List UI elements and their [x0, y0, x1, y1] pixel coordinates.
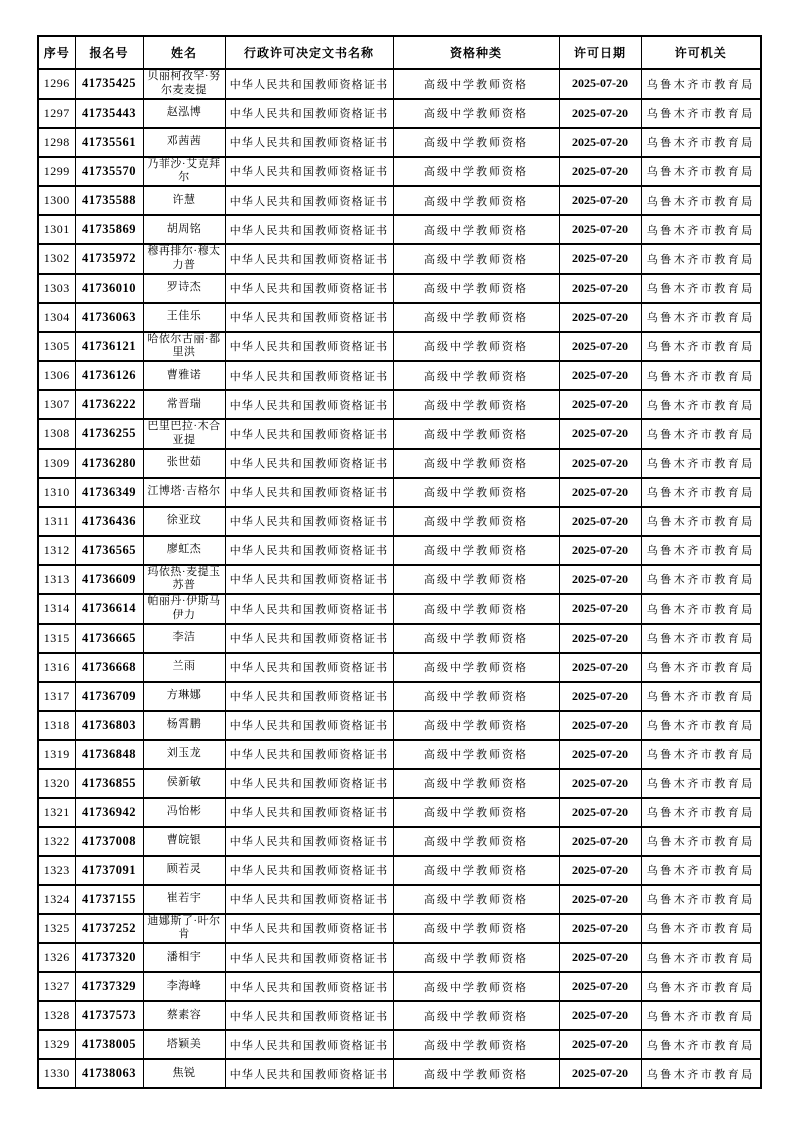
table-row: [38, 1059, 761, 1088]
cell-name: 焦锐: [143, 1059, 225, 1088]
cell-type: 高级中学教师资格: [393, 1030, 559, 1059]
cell-date: 2025-07-20: [559, 274, 641, 303]
cell-reg: 41738005: [75, 1030, 143, 1059]
cell-name: 廖虹杰: [143, 536, 225, 565]
cell-type: 高级中学教师资格: [393, 128, 559, 157]
cell-date: 2025-07-20: [559, 769, 641, 798]
cell-reg: 41736855: [75, 769, 143, 798]
cell-no: 1328: [38, 1001, 75, 1030]
cell-reg: 41736803: [75, 711, 143, 740]
header-cell-reg: 报名号: [75, 36, 143, 69]
cell-no: 1319: [38, 740, 75, 769]
cell-no: 1321: [38, 798, 75, 827]
cell-doc: 中华人民共和国教师资格证书: [225, 69, 393, 99]
cell-doc: 中华人民共和国教师资格证书: [225, 244, 393, 274]
header-cell-no: 序号: [38, 36, 75, 69]
cell-doc: 中华人民共和国教师资格证书: [225, 361, 393, 390]
cell-type: 高级中学教师资格: [393, 1001, 559, 1030]
cell-type: 高级中学教师资格: [393, 449, 559, 478]
cell-reg: 41735869: [75, 215, 143, 244]
table-row: [38, 914, 761, 944]
cell-no: 1305: [38, 332, 75, 362]
cell-name: 许慧: [143, 186, 225, 215]
cell-date: 2025-07-20: [559, 186, 641, 215]
cell-type: 高级中学教师资格: [393, 536, 559, 565]
cell-org: 乌鲁木齐市教育局: [641, 99, 761, 128]
cell-type: 高级中学教师资格: [393, 478, 559, 507]
table-row: [38, 390, 761, 419]
cell-name: 胡周铭: [143, 215, 225, 244]
cell-no: 1302: [38, 244, 75, 274]
cell-reg: 41737008: [75, 827, 143, 856]
cell-type: 高级中学教师资格: [393, 943, 559, 972]
table-row: [38, 361, 761, 390]
cell-no: 1301: [38, 215, 75, 244]
cell-org: 乌鲁木齐市教育局: [641, 624, 761, 653]
table-row: [38, 449, 761, 478]
cell-doc: 中华人民共和国教师资格证书: [225, 390, 393, 419]
table-row: [38, 215, 761, 244]
cell-doc: 中华人民共和国教师资格证书: [225, 798, 393, 827]
table-row: [38, 827, 761, 856]
cell-type: 高级中学教师资格: [393, 624, 559, 653]
cell-type: 高级中学教师资格: [393, 856, 559, 885]
header-row: [38, 36, 761, 69]
cell-type: 高级中学教师资格: [393, 769, 559, 798]
cell-no: 1324: [38, 885, 75, 914]
cell-reg: 41737252: [75, 914, 143, 944]
cell-name: 巴里巴拉·木合亚提: [143, 419, 225, 449]
cell-no: 1304: [38, 303, 75, 332]
cell-org: 乌鲁木齐市教育局: [641, 419, 761, 449]
cell-date: 2025-07-20: [559, 943, 641, 972]
cell-org: 乌鲁木齐市教育局: [641, 565, 761, 595]
cell-doc: 中华人民共和国教师资格证书: [225, 682, 393, 711]
cell-doc: 中华人民共和国教师资格证书: [225, 449, 393, 478]
cell-no: 1315: [38, 624, 75, 653]
cell-org: 乌鲁木齐市教育局: [641, 914, 761, 944]
cell-reg: 41735443: [75, 99, 143, 128]
cell-no: 1303: [38, 274, 75, 303]
cell-org: 乌鲁木齐市教育局: [641, 769, 761, 798]
table-row: [38, 856, 761, 885]
cell-date: 2025-07-20: [559, 624, 641, 653]
cell-name: 崔若宇: [143, 885, 225, 914]
cell-type: 高级中学教师资格: [393, 972, 559, 1001]
cell-date: 2025-07-20: [559, 856, 641, 885]
cell-date: 2025-07-20: [559, 244, 641, 274]
cell-reg: 41738063: [75, 1059, 143, 1088]
cell-date: 2025-07-20: [559, 653, 641, 682]
cell-org: 乌鲁木齐市教育局: [641, 943, 761, 972]
table-row: [38, 99, 761, 128]
cell-type: 高级中学教师资格: [393, 1059, 559, 1088]
cell-no: 1330: [38, 1059, 75, 1088]
cell-reg: 41735972: [75, 244, 143, 274]
cell-type: 高级中学教师资格: [393, 798, 559, 827]
cell-doc: 中华人民共和国教师资格证书: [225, 1030, 393, 1059]
cell-org: 乌鲁木齐市教育局: [641, 186, 761, 215]
cell-name: 蔡素容: [143, 1001, 225, 1030]
cell-date: 2025-07-20: [559, 565, 641, 595]
cell-reg: 41736126: [75, 361, 143, 390]
cell-doc: 中华人民共和国教师资格证书: [225, 943, 393, 972]
cell-reg: 41737155: [75, 885, 143, 914]
table-row: [38, 798, 761, 827]
table-row: [38, 565, 761, 595]
cell-org: 乌鲁木齐市教育局: [641, 1030, 761, 1059]
cell-org: 乌鲁木齐市教育局: [641, 215, 761, 244]
cell-name: 李海峰: [143, 972, 225, 1001]
cell-doc: 中华人民共和国教师资格证书: [225, 303, 393, 332]
table-row: [38, 507, 761, 536]
cell-date: 2025-07-20: [559, 449, 641, 478]
table-row: [38, 711, 761, 740]
cell-org: 乌鲁木齐市教育局: [641, 972, 761, 1001]
cell-date: 2025-07-20: [559, 594, 641, 624]
cell-date: 2025-07-20: [559, 157, 641, 187]
table-row: [38, 682, 761, 711]
cell-no: 1298: [38, 128, 75, 157]
cell-no: 1296: [38, 69, 75, 99]
cell-reg: 41736609: [75, 565, 143, 595]
cell-reg: 41737091: [75, 856, 143, 885]
table-row: [38, 740, 761, 769]
cell-reg: 41736848: [75, 740, 143, 769]
cell-name: 迪娜斯了·叶尔肯: [143, 914, 225, 944]
cell-reg: 41735561: [75, 128, 143, 157]
cell-no: 1309: [38, 449, 75, 478]
cell-name: 冯怡彬: [143, 798, 225, 827]
cell-no: 1329: [38, 1030, 75, 1059]
cell-date: 2025-07-20: [559, 798, 641, 827]
cell-org: 乌鲁木齐市教育局: [641, 157, 761, 187]
cell-doc: 中华人民共和国教师资格证书: [225, 1059, 393, 1088]
cell-no: 1317: [38, 682, 75, 711]
cell-name: 穆再排尔·穆太力普: [143, 244, 225, 274]
table-header: [38, 36, 761, 69]
cell-org: 乌鲁木齐市教育局: [641, 711, 761, 740]
cell-name: 赵泓博: [143, 99, 225, 128]
table-row: [38, 1001, 761, 1030]
cell-type: 高级中学教师资格: [393, 827, 559, 856]
cell-type: 高级中学教师资格: [393, 215, 559, 244]
cell-org: 乌鲁木齐市教育局: [641, 244, 761, 274]
cell-type: 高级中学教师资格: [393, 682, 559, 711]
cell-doc: 中华人民共和国教师资格证书: [225, 827, 393, 856]
cell-no: 1314: [38, 594, 75, 624]
license-table: [37, 35, 762, 1089]
cell-type: 高级中学教师资格: [393, 332, 559, 362]
cell-name: 邓茜茜: [143, 128, 225, 157]
cell-doc: 中华人民共和国教师资格证书: [225, 565, 393, 595]
cell-name: 刘玉龙: [143, 740, 225, 769]
table-row: [38, 478, 761, 507]
cell-no: 1316: [38, 653, 75, 682]
cell-date: 2025-07-20: [559, 827, 641, 856]
cell-doc: 中华人民共和国教师资格证书: [225, 186, 393, 215]
table-row: [38, 943, 761, 972]
table-row: [38, 274, 761, 303]
cell-doc: 中华人民共和国教师资格证书: [225, 99, 393, 128]
cell-date: 2025-07-20: [559, 303, 641, 332]
cell-doc: 中华人民共和国教师资格证书: [225, 769, 393, 798]
header-cell-name: 姓名: [143, 36, 225, 69]
cell-name: 常晋瑞: [143, 390, 225, 419]
cell-reg: 41736349: [75, 478, 143, 507]
cell-type: 高级中学教师资格: [393, 740, 559, 769]
cell-reg: 41735588: [75, 186, 143, 215]
cell-name: 侯新敏: [143, 769, 225, 798]
table-row: [38, 128, 761, 157]
cell-no: 1310: [38, 478, 75, 507]
cell-date: 2025-07-20: [559, 478, 641, 507]
cell-doc: 中华人民共和国教师资格证书: [225, 594, 393, 624]
table-row: [38, 244, 761, 274]
cell-reg: 41737573: [75, 1001, 143, 1030]
cell-name: 徐亚玟: [143, 507, 225, 536]
cell-date: 2025-07-20: [559, 215, 641, 244]
cell-type: 高级中学教师资格: [393, 274, 559, 303]
cell-doc: 中华人民共和国教师资格证书: [225, 972, 393, 1001]
cell-date: 2025-07-20: [559, 332, 641, 362]
cell-org: 乌鲁木齐市教育局: [641, 885, 761, 914]
cell-type: 高级中学教师资格: [393, 565, 559, 595]
table-row: [38, 157, 761, 187]
cell-type: 高级中学教师资格: [393, 885, 559, 914]
cell-doc: 中华人民共和国教师资格证书: [225, 478, 393, 507]
cell-name: 哈依尔古丽·都里洪: [143, 332, 225, 362]
cell-org: 乌鲁木齐市教育局: [641, 1059, 761, 1088]
cell-org: 乌鲁木齐市教育局: [641, 798, 761, 827]
cell-doc: 中华人民共和国教师资格证书: [225, 507, 393, 536]
cell-org: 乌鲁木齐市教育局: [641, 478, 761, 507]
cell-date: 2025-07-20: [559, 99, 641, 128]
cell-date: 2025-07-20: [559, 682, 641, 711]
cell-name: 曹雅诺: [143, 361, 225, 390]
cell-date: 2025-07-20: [559, 361, 641, 390]
cell-name: 玛依热·麦提玉苏普: [143, 565, 225, 595]
cell-type: 高级中学教师资格: [393, 361, 559, 390]
cell-no: 1320: [38, 769, 75, 798]
cell-org: 乌鲁木齐市教育局: [641, 390, 761, 419]
cell-org: 乌鲁木齐市教育局: [641, 827, 761, 856]
cell-reg: 41736436: [75, 507, 143, 536]
cell-doc: 中华人民共和国教师资格证书: [225, 711, 393, 740]
cell-reg: 41736614: [75, 594, 143, 624]
cell-type: 高级中学教师资格: [393, 303, 559, 332]
cell-reg: 41735570: [75, 157, 143, 187]
cell-org: 乌鲁木齐市教育局: [641, 594, 761, 624]
cell-name: 塔颖美: [143, 1030, 225, 1059]
cell-doc: 中华人民共和国教师资格证书: [225, 274, 393, 303]
cell-name: 方琳娜: [143, 682, 225, 711]
cell-no: 1300: [38, 186, 75, 215]
cell-reg: 41736063: [75, 303, 143, 332]
cell-org: 乌鲁木齐市教育局: [641, 653, 761, 682]
cell-no: 1312: [38, 536, 75, 565]
cell-reg: 41736942: [75, 798, 143, 827]
cell-date: 2025-07-20: [559, 711, 641, 740]
header-cell-date: 许可日期: [559, 36, 641, 69]
cell-doc: 中华人民共和国教师资格证书: [225, 128, 393, 157]
table-row: [38, 419, 761, 449]
cell-date: 2025-07-20: [559, 1059, 641, 1088]
cell-reg: 41736280: [75, 449, 143, 478]
cell-no: 1313: [38, 565, 75, 595]
cell-reg: 41736010: [75, 274, 143, 303]
cell-name: 李洁: [143, 624, 225, 653]
cell-type: 高级中学教师资格: [393, 594, 559, 624]
table-row: [38, 653, 761, 682]
cell-date: 2025-07-20: [559, 972, 641, 1001]
cell-type: 高级中学教师资格: [393, 419, 559, 449]
cell-reg: 41735425: [75, 69, 143, 99]
cell-doc: 中华人民共和国教师资格证书: [225, 885, 393, 914]
cell-doc: 中华人民共和国教师资格证书: [225, 536, 393, 565]
cell-org: 乌鲁木齐市教育局: [641, 332, 761, 362]
cell-reg: 41736222: [75, 390, 143, 419]
table-row: [38, 303, 761, 332]
table-row: [38, 594, 761, 624]
cell-org: 乌鲁木齐市教育局: [641, 69, 761, 99]
table-row: [38, 1030, 761, 1059]
cell-org: 乌鲁木齐市教育局: [641, 1001, 761, 1030]
table-row: [38, 332, 761, 362]
header-cell-org: 许可机关: [641, 36, 761, 69]
cell-name: 张世茹: [143, 449, 225, 478]
cell-date: 2025-07-20: [559, 390, 641, 419]
cell-org: 乌鲁木齐市教育局: [641, 274, 761, 303]
cell-name: 顾若灵: [143, 856, 225, 885]
cell-no: 1318: [38, 711, 75, 740]
cell-no: 1325: [38, 914, 75, 944]
cell-reg: 41737329: [75, 972, 143, 1001]
cell-name: 江博塔·吉格尔: [143, 478, 225, 507]
cell-type: 高级中学教师资格: [393, 653, 559, 682]
cell-date: 2025-07-20: [559, 914, 641, 944]
cell-no: 1299: [38, 157, 75, 187]
table-row: [38, 69, 761, 99]
table-row: [38, 885, 761, 914]
table-row: [38, 624, 761, 653]
cell-reg: 41736668: [75, 653, 143, 682]
cell-no: 1307: [38, 390, 75, 419]
cell-name: 王佳乐: [143, 303, 225, 332]
cell-org: 乌鲁木齐市教育局: [641, 856, 761, 885]
cell-doc: 中华人民共和国教师资格证书: [225, 1001, 393, 1030]
cell-name: 潘相宇: [143, 943, 225, 972]
cell-doc: 中华人民共和国教师资格证书: [225, 419, 393, 449]
cell-no: 1322: [38, 827, 75, 856]
cell-reg: 41736255: [75, 419, 143, 449]
cell-doc: 中华人民共和国教师资格证书: [225, 856, 393, 885]
cell-org: 乌鲁木齐市教育局: [641, 536, 761, 565]
cell-type: 高级中学教师资格: [393, 186, 559, 215]
cell-no: 1326: [38, 943, 75, 972]
cell-no: 1297: [38, 99, 75, 128]
cell-doc: 中华人民共和国教师资格证书: [225, 157, 393, 187]
cell-name: 杨霄鹏: [143, 711, 225, 740]
cell-org: 乌鲁木齐市教育局: [641, 682, 761, 711]
cell-name: 帕丽丹·伊斯马伊力: [143, 594, 225, 624]
cell-name: 贝丽柯孜罕·努尔麦麦提: [143, 69, 225, 99]
table-body: [38, 69, 761, 1088]
cell-reg: 41736565: [75, 536, 143, 565]
cell-name: 兰雨: [143, 653, 225, 682]
cell-name: 曹皖银: [143, 827, 225, 856]
cell-doc: 中华人民共和国教师资格证书: [225, 653, 393, 682]
table-row: [38, 536, 761, 565]
cell-type: 高级中学教师资格: [393, 711, 559, 740]
cell-date: 2025-07-20: [559, 536, 641, 565]
cell-type: 高级中学教师资格: [393, 99, 559, 128]
cell-doc: 中华人民共和国教师资格证书: [225, 914, 393, 944]
cell-type: 高级中学教师资格: [393, 507, 559, 536]
cell-type: 高级中学教师资格: [393, 244, 559, 274]
cell-reg: 41737320: [75, 943, 143, 972]
cell-no: 1308: [38, 419, 75, 449]
cell-date: 2025-07-20: [559, 740, 641, 769]
cell-org: 乌鲁木齐市教育局: [641, 740, 761, 769]
cell-doc: 中华人民共和国教师资格证书: [225, 215, 393, 244]
cell-date: 2025-07-20: [559, 128, 641, 157]
cell-no: 1327: [38, 972, 75, 1001]
cell-org: 乌鲁木齐市教育局: [641, 449, 761, 478]
cell-type: 高级中学教师资格: [393, 157, 559, 187]
cell-org: 乌鲁木齐市教育局: [641, 303, 761, 332]
cell-type: 高级中学教师资格: [393, 69, 559, 99]
cell-org: 乌鲁木齐市教育局: [641, 507, 761, 536]
cell-type: 高级中学教师资格: [393, 914, 559, 944]
cell-org: 乌鲁木齐市教育局: [641, 128, 761, 157]
table-row: [38, 186, 761, 215]
cell-reg: 41736709: [75, 682, 143, 711]
header-cell-type: 资格种类: [393, 36, 559, 69]
cell-reg: 41736121: [75, 332, 143, 362]
header-cell-doc: 行政许可决定文书名称: [225, 36, 393, 69]
table-row: [38, 972, 761, 1001]
cell-doc: 中华人民共和国教师资格证书: [225, 624, 393, 653]
cell-date: 2025-07-20: [559, 69, 641, 99]
cell-doc: 中华人民共和国教师资格证书: [225, 740, 393, 769]
cell-date: 2025-07-20: [559, 885, 641, 914]
cell-name: 乃菲沙·艾克拜尔: [143, 157, 225, 187]
cell-date: 2025-07-20: [559, 507, 641, 536]
cell-reg: 41736665: [75, 624, 143, 653]
cell-no: 1311: [38, 507, 75, 536]
cell-no: 1323: [38, 856, 75, 885]
cell-no: 1306: [38, 361, 75, 390]
cell-date: 2025-07-20: [559, 1030, 641, 1059]
cell-name: 罗诗杰: [143, 274, 225, 303]
cell-type: 高级中学教师资格: [393, 390, 559, 419]
cell-date: 2025-07-20: [559, 419, 641, 449]
cell-date: 2025-07-20: [559, 1001, 641, 1030]
cell-org: 乌鲁木齐市教育局: [641, 361, 761, 390]
table-row: [38, 769, 761, 798]
cell-doc: 中华人民共和国教师资格证书: [225, 332, 393, 362]
